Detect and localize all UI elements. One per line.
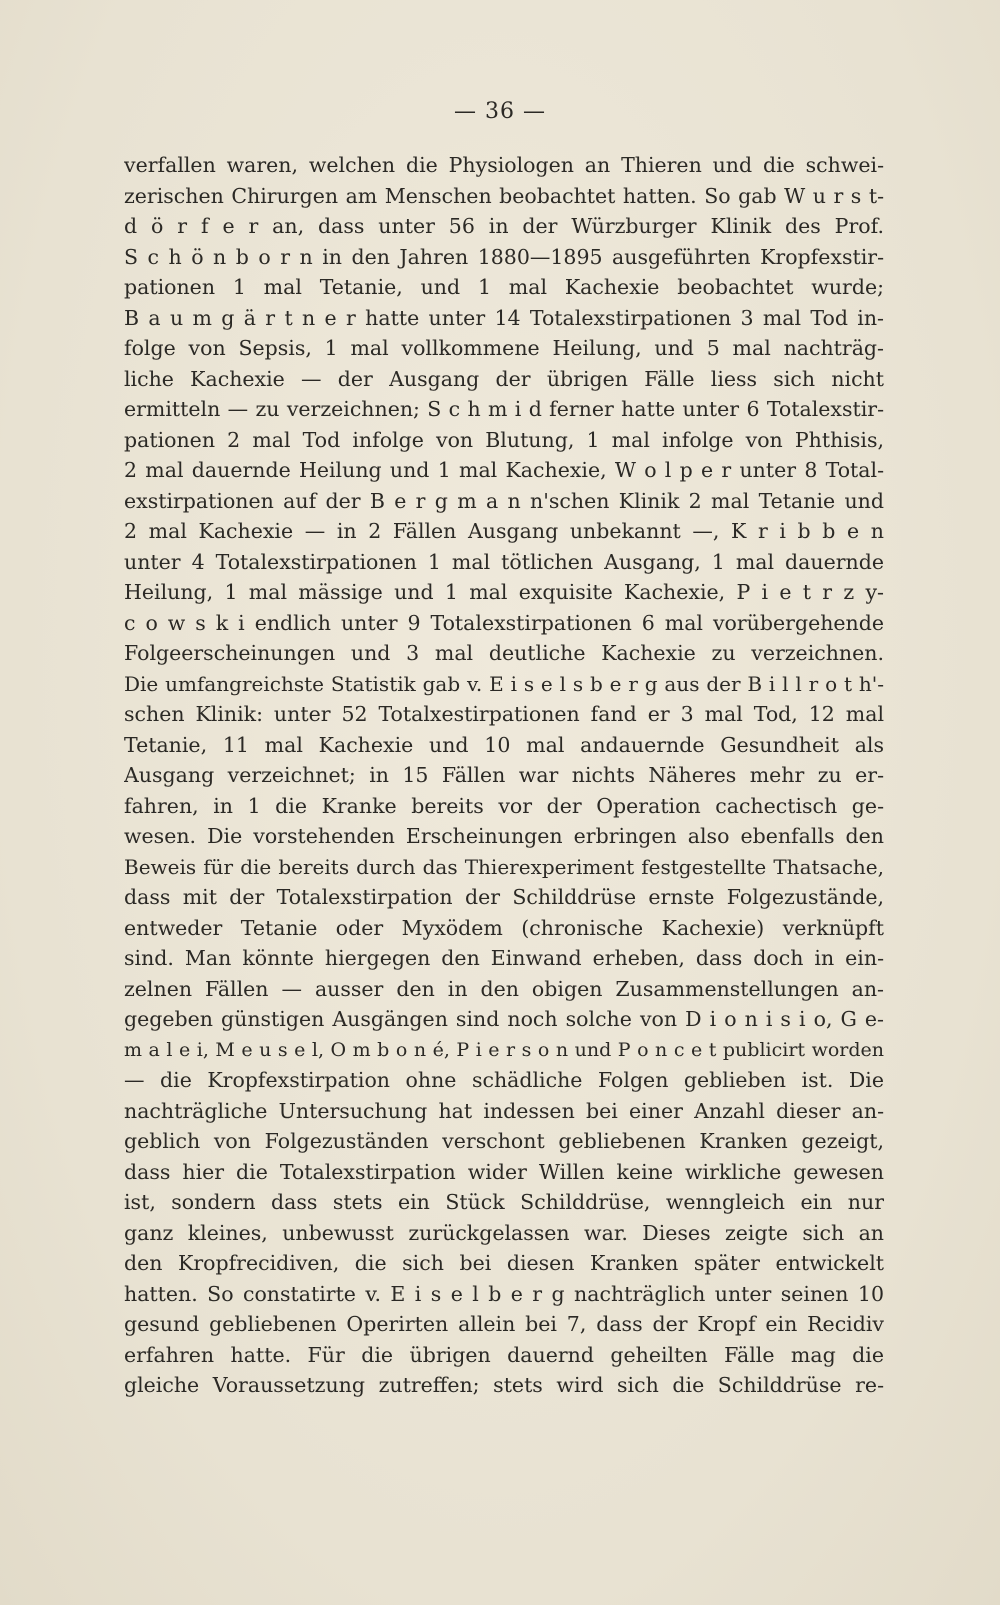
text-line: pationen 2 mal Tod infolge von Blutung, 1 mal infolge von Phthisis, — [124, 427, 884, 452]
text-line: sind. Man könnte hiergegen den Einwand erheben, dass doch in ein- — [124, 946, 884, 970]
text-line: den Kropfrecidiven, die sich bei diesen Kranken später entwickelt — [124, 1251, 884, 1275]
text-line: dass hier die Totalexstirpation wider Willen keine wirkliche gewesen — [124, 1159, 884, 1184]
text-line: dass mit der Totalexstirpation der Schilddrüse ernste Folgezustände, — [124, 885, 884, 909]
text-line: fahren, in 1 die Kranke bereits vor der Operation cachectisch ge- — [124, 793, 884, 818]
text-line: Ausgang verzeichnet; in 15 Fällen war nichts Näheres mehr zu er- — [124, 763, 884, 787]
text-line: Tetanie, 11 mal Kachexie und 10 mal andauernde Gesundheit als — [124, 732, 884, 757]
text-line: ganz kleines, unbewusst zurückgelassen war. Dieses zeigte sich an — [124, 1220, 884, 1245]
text-line: gleiche Voraussetzung zutreffen; stets wird sich die Schilddrüse re- — [124, 1373, 884, 1397]
text-line: 2 mal Kachexie — in 2 Fällen Ausgang unbekannt —, K r i b b e n — [124, 519, 884, 543]
text-line: pationen 1 mal Tetanie, und 1 mal Kachexie beobachtet wurde; — [124, 275, 884, 299]
text-line: geblich von Folgezuständen verschont gebliebenen Kranken gezeigt, — [124, 1129, 884, 1153]
text-line: exstirpationen auf der B e r g m a n n'schen Klinik 2 mal Tetanie und — [124, 488, 884, 513]
text-line: — die Kropfexstirpation ohne schädliche Folgen geblieben ist. Die — [124, 1068, 884, 1092]
body-text — [124, 150, 884, 1401]
text-line: folge von Sepsis, 1 mal vollkommene Heilung, und 5 mal nachträg- — [124, 336, 884, 360]
text-line: unter 4 Totalexstirpationen 1 mal tötlichen Ausgang, 1 mal dauernde — [124, 549, 884, 574]
text-line: erfahren hatte. Für die übrigen dauernd geheilten Fälle mag die — [124, 1342, 884, 1367]
text-line: B a u m g ä r t n e r hatte unter 14 Totalexstirpationen 3 mal Tod in- — [124, 305, 884, 330]
text-line: entweder Tetanie oder Myxödem (chronische Kachexie) verknüpft — [124, 915, 884, 940]
text-line: 2 mal dauernde Heilung und 1 mal Kachexie, W o l p e r unter 8 Total- — [124, 458, 884, 482]
text-line: Die umfangreichste Statistik gab v. E i s e l s b e r g aus der B i l l r o t h'- — [124, 671, 884, 696]
text-line: c o w s k i endlich unter 9 Totalexstirpationen 6 mal vorübergehende — [124, 610, 884, 635]
text-line: verfallen waren, welchen die Physiologen an Thieren und die schwei- — [124, 153, 884, 177]
text-line: Beweis für die bereits durch das Thierexperiment festgestellte Thatsache, — [124, 854, 884, 879]
text-line: d ö r f e r an, dass unter 56 in der Würzburger Klinik des Prof. — [124, 214, 884, 238]
text-line: zelnen Fällen — ausser den in den obigen Zusammenstellungen an- — [124, 976, 884, 1001]
text-line: S c h ö n b o r n in den Jahren 1880—1895 ausgeführten Kropfexstir- — [124, 244, 884, 269]
text-line: hatten. So constatirte v. E i s e l b e r g nachträglich unter seinen 10 — [124, 1281, 884, 1306]
text-line: ermitteln — zu verzeichnen; S c h m i d ferner hatte unter 6 Totalexstir- — [124, 397, 884, 421]
text-line: zerischen Chirurgen am Menschen beobachtet hatten. So gab W u r s t- — [124, 183, 884, 208]
text-line: nachträgliche Untersuchung hat indessen bei einer Anzahl dieser an- — [124, 1098, 884, 1123]
page-number: — 36 — — [454, 99, 546, 124]
text-line: wesen. Die vorstehenden Erscheinungen erbringen also ebenfalls den — [124, 824, 884, 848]
text-line: liche Kachexie — der Ausgang der übrigen Fälle liess sich nicht — [124, 366, 884, 391]
text-line: schen Klinik: unter 52 Totalxestirpationen fand er 3 mal Tod, 12 mal — [124, 702, 884, 726]
text-line: Folgeerscheinungen und 3 mal deutliche Kachexie zu verzeichnen. — [124, 641, 884, 665]
text-line: gesund gebliebenen Operirten allein bei 7, dass der Kropf ein Recidiv — [124, 1312, 884, 1336]
text-line: ist, sondern dass stets ein Stück Schilddrüse, wenngleich ein nur — [124, 1190, 884, 1214]
text-line: Heilung, 1 mal mässige und 1 mal exquisite Kachexie, P i e t r z y- — [124, 580, 884, 604]
text-line: m a l e i, M e u s e l, O m b o n é, P i e r s o n und P o n c e t publicirt worden — [124, 1038, 884, 1061]
text-line: gegeben günstigen Ausgängen sind noch solche von D i o n i s i o, G e- — [124, 1007, 884, 1031]
